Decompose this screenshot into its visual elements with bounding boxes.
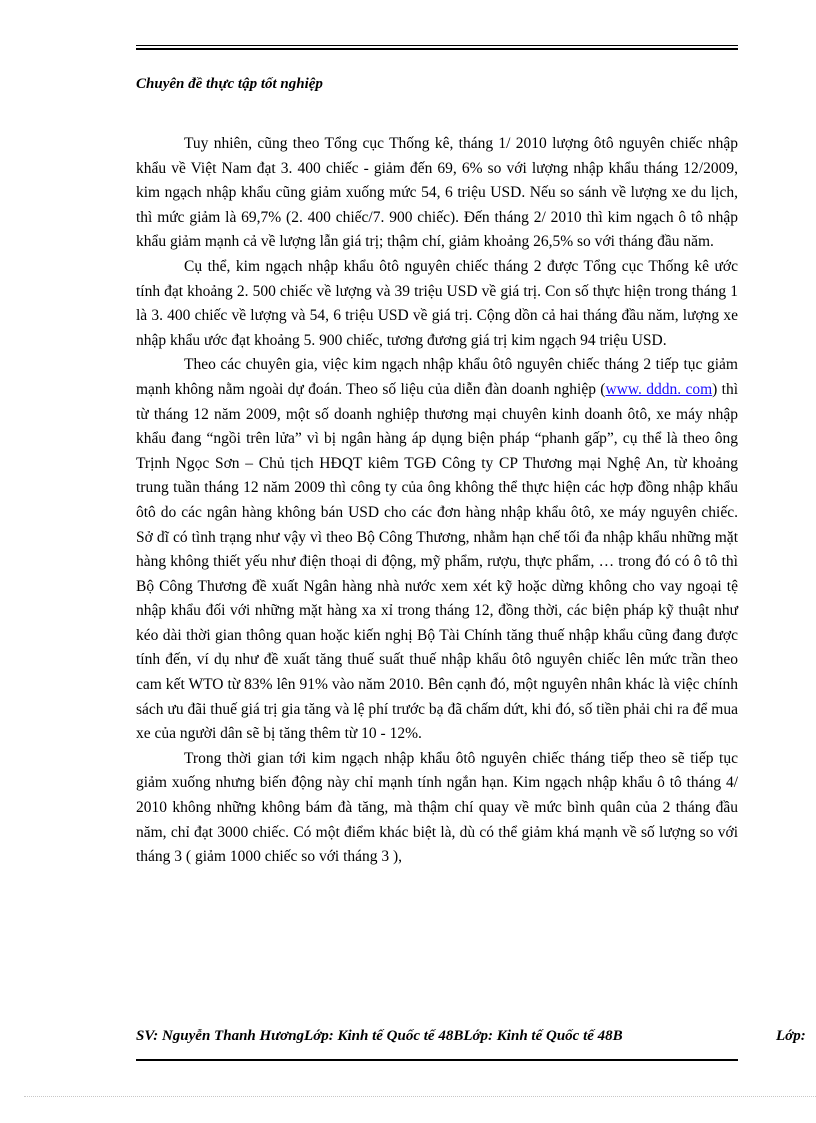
paragraph-2: Cụ thể, kim ngạch nhập khẩu ôtô nguyên chiếc tháng 2 được Tổng cục Thống kê ước tính đạt khoảng 2. 500 chiếc về lượng và 39 triệu USD về giá trị. Con số thực hiện trong tháng 1 là 3. 400 chiếc về lượng và 54, 6 triệu USD về giá trị. Cộng dồn cả hai tháng đầu năm, lượng xe nhập khẩu ước đạt khoảng 5. 900 chiếc, tương đương giá trị kim ngạch 94 triệu USD.	[136, 257, 738, 349]
footer-class-label: Lớp:	[776, 1028, 806, 1044]
paragraph-3-text-before: Theo các chuyên gia, việc kim ngạch nhập khẩu ôtô nguyên chiếc tháng 2 tiếp tục giảm mạnh không nằm ngoài dự đoán. Theo số liệu của diễn đàn doanh nghiệp (	[136, 356, 738, 398]
header-rule-thin	[136, 45, 738, 46]
footer-student-info: SV: Nguyễn Thanh HươngLớp: Kinh tế Quốc tế 48BLớp: Kinh tế Quốc tế 48B	[136, 1028, 623, 1044]
paragraph-4: Trong thời gian tới kim ngạch nhập khẩu ôtô nguyên chiếc tháng tiếp theo sẽ tiếp tục giảm xuống nhưng biến động này chỉ mạnh tính ngắn hạn. Kim ngạch nhập khẩu ô tô tháng 4/ 2010 không những không bám đà tăng, mà thậm chí quay về mức bình quân của 2 tháng đầu năm, chỉ đạt 3000 chiếc. Có một điểm khác biệt là, dù có thể giảm khá mạnh về số lượng so với tháng 3 ( giảm 1000 chiếc so với tháng 3 ),	[136, 749, 738, 866]
document-body	[136, 132, 738, 870]
page-header-title: Chuyên đề thực tập tốt nghiệp	[136, 76, 323, 92]
paragraph-3-text-after: ) thì từ tháng 12 năm 2009, một số doanh nghiệp thương mại chuyên kinh doanh ôtô, xe máy nhập khẩu đang “ngồi trên lửa” vì bị ngân hàng áp dụng biện pháp “phanh gấp”, cụ thể là theo ông Trịnh Ngọc Sơn – Chủ tịch HĐQT kiêm TGĐ Công ty CP Thương mại Nghệ An, từ khoảng trung tuần tháng 12 năm 2009 thì công ty của ông không thể thực hiện các hợp đồng nhập khẩu ôtô do các ngân hàng không bán USD cho các đơn hàng nhập khẩu ôtô, xe máy nguyên chiếc. Sở dĩ có tình trạng như vậy vì theo Bộ Công Thương, nhằm hạn chế tối đa nhập khẩu những mặt hàng không thiết yếu như điện thoại di động, mỹ phẩm, rượu, thực phẩm, … trong đó có ô tô thì Bộ Công Thương đề xuất Ngân hàng nhà nước xem xét kỹ hoặc dừng không cho vay ngoại tệ nhập khẩu đối với những mặt hàng xa xỉ trong tháng 12, đồng thời, các biện pháp kỹ thuật như kéo dài thời gian thông quan hoặc kiến nghị Bộ Tài Chính tăng thuế nhập khẩu cũng đang được tính đến, ví dụ như đề xuất tăng thuế suất thuế nhập khẩu ôtô nguyên chiếc lên mức trần theo cam kết WTO từ 83% lên 91% vào năm 2010. Bên cạnh đó, một nguyên nhân khác là việc chính sách ưu đãi thuế giá trị gia tăng và lệ phí trước bạ đã chấm dứt, khi đó, số tiền phải chi ra để mua xe của người dân sẽ bị tăng thêm từ 10 - 12%.	[136, 380, 738, 743]
page-bottom-edge	[24, 1096, 816, 1097]
paragraph-1: Tuy nhiên, cũng theo Tổng cục Thống kê, tháng 1/ 2010 lượng ôtô nguyên chiếc nhập khẩu về Việt Nam đạt 3. 400 chiếc - giảm đến 69, 6% so với lượng nhập khẩu tháng 12/2009, kim ngạch nhập khẩu cũng giảm xuống mức 54, 6 triệu USD. Nếu so sánh về lượng xe du lịch, thì mức giảm là 69,7% (2. 400 chiếc/7. 900 chiếc). Đến tháng 2/ 2010 thì kim ngạch ô tô nhập khẩu giảm mạnh cả về lượng lẫn giá trị; thậm chí, giảm khoảng 26,5% so với tháng đầu năm.	[136, 135, 738, 251]
header-rule-thick	[136, 48, 738, 50]
paragraph-3	[136, 353, 738, 747]
dddn-link[interactable]: www. dddn. com	[605, 380, 713, 398]
footer-rule	[136, 1059, 738, 1061]
